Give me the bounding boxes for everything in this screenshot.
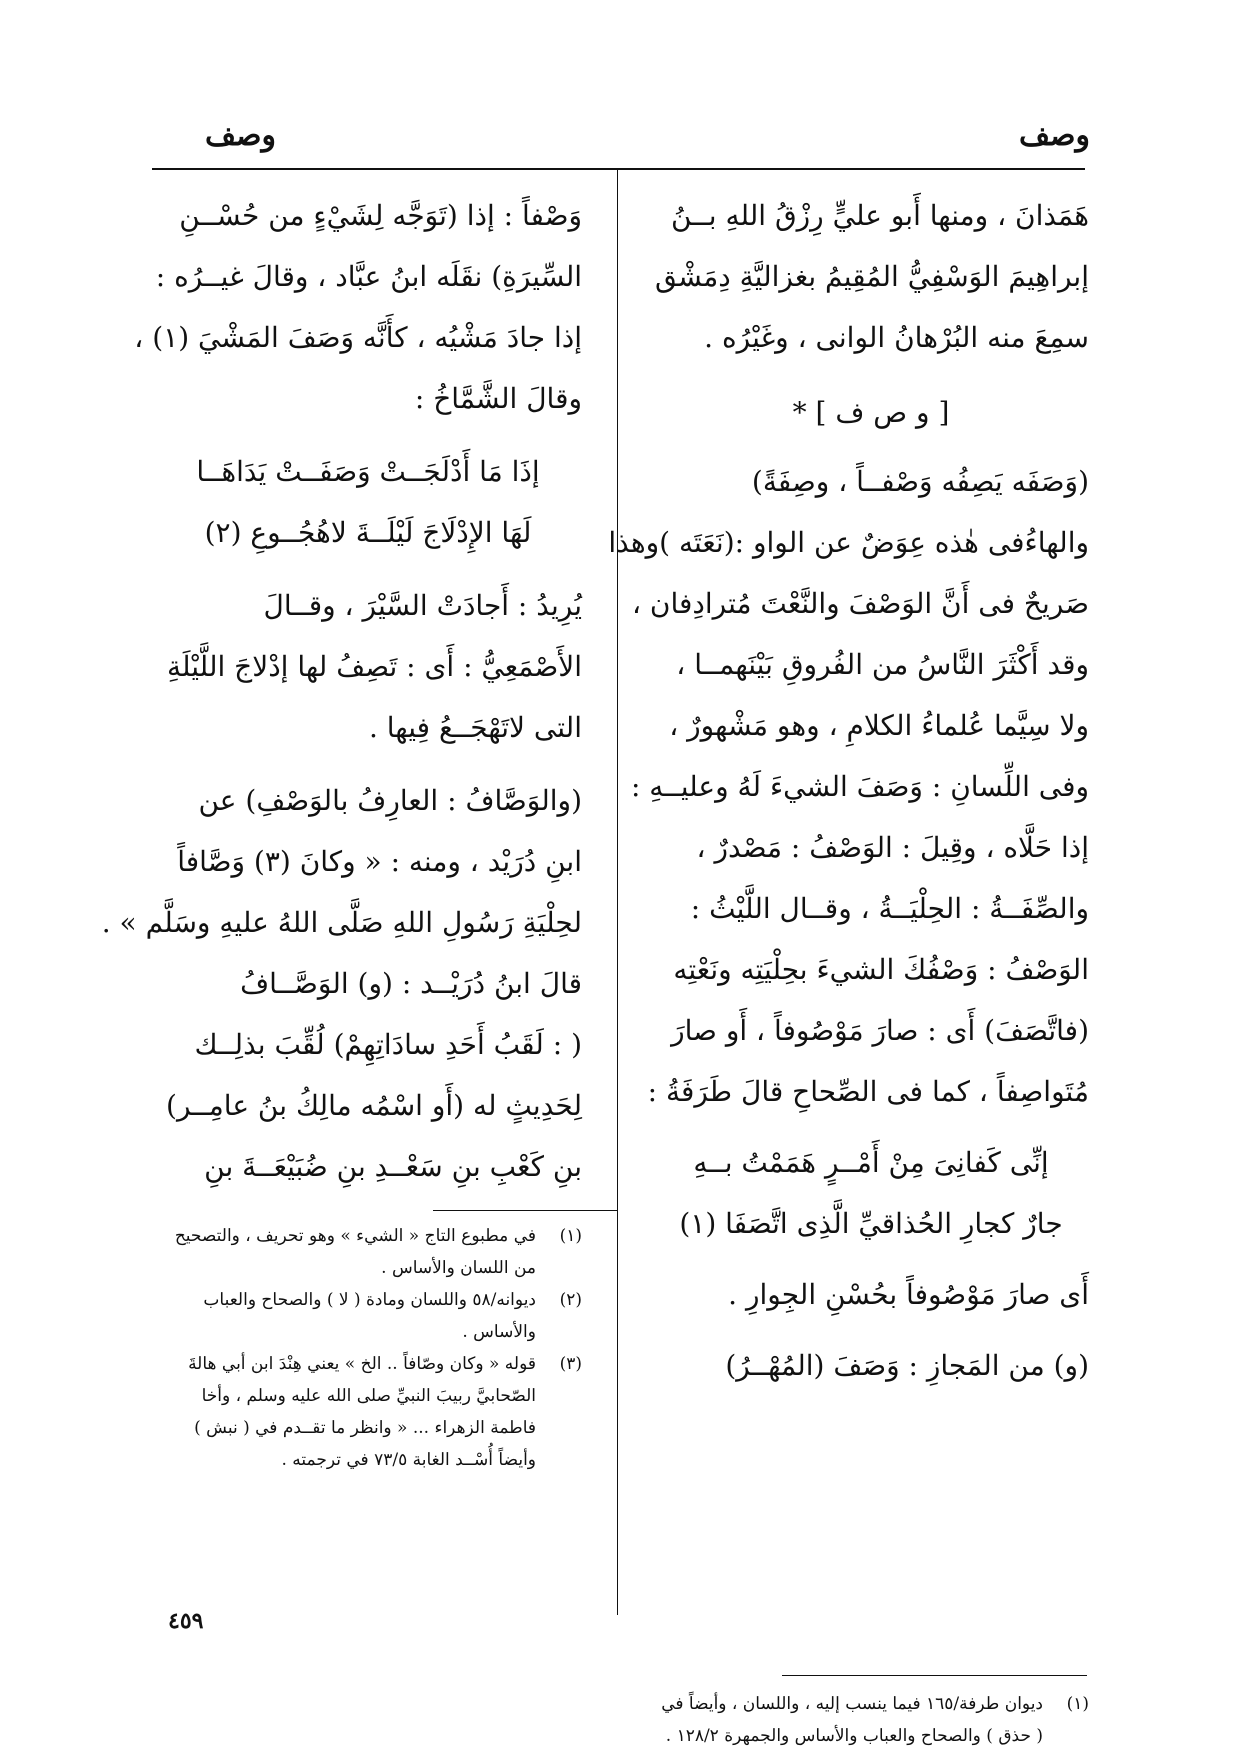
footnote-text: في مطبوع التاج « الشيء » وهو تحريف ، والتصحيح من اللسان والأساس . — [174, 1226, 536, 1278]
footnote-text: ديوان طرفة/١٦٥ فيما ينسب إليه ، واللسان ، وأيضاً في ( حذق ) والصحاح والعباب والأساس والجمهرة ١٢٨/٢ . — [661, 1694, 1043, 1746]
text-line: مُتَواصِفاً ، كما فى الصِّحاحِ قالَ طَرَفَةُ : — [647, 1075, 1089, 1108]
footnote — [154, 1220, 582, 1284]
text-line: (والوَصَّافُ : العارِفُ بالوَصْفِ) عن — [198, 784, 582, 817]
text-line: ابنِ دُرَيْد ، ومنه : « وكانَ (٣) وَصَّافاً — [177, 845, 582, 878]
text-line: هَمَذانَ ، ومنها أَبو عليٍّ رِزْقُ اللهِ بــنُ — [671, 199, 1089, 232]
footnote-number: (٢) — [559, 1290, 582, 1310]
text-line: صَريحٌ فى أَنَّ الوَصْفَ والنَّعْتَ مُترادِفان ، — [631, 587, 1089, 620]
text-line: قالَ ابنُ دُرَيْــد : (و) الوَصَّــافُ — [240, 967, 582, 1000]
text-line: يُرِيدُ : أَجادَتْ السَّيْرَ ، وقــالَ — [263, 589, 582, 622]
right-column — [608, 185, 1089, 1396]
text-line: أَى صارَ مَوْصُوفاً بحُسْنِ الجِوارِ . — [728, 1278, 1089, 1311]
left-column — [101, 185, 582, 1197]
text-line: إذا جادَ مَشْيُه ، كأَنَّه وَصَفَ المَشْيَ (١) ، — [134, 321, 582, 354]
page-number: ٤٥٩ — [168, 1608, 204, 1634]
text-line: الوَصْفُ : وَصْفُكَ الشيءَ بحِلْيَتِه ونَعْتِه — [673, 953, 1089, 986]
poem-line: إنِّى كَفانِىَ مِنْ أَمْــرٍ هَمَمْتُ بــهِ — [693, 1146, 1049, 1179]
text-line: ولا سِيَّما عُلماءُ الكلامِ ، وهو مَشْهورٌ ، — [669, 709, 1089, 742]
text-line: سمِعَ منه البُرْهانُ الوانى ، وغَيْرُه . — [704, 321, 1089, 354]
text-line: وفى اللِّسانِ : وَصَفَ الشيءَ لَهُ وعليــهِ : — [630, 770, 1089, 803]
text-line: لِحَدِيثٍ له (أَو اسْمُه مالِكُ بنُ عامِــر) — [166, 1089, 582, 1122]
column-divider — [617, 170, 618, 1615]
running-header-left: وصف — [205, 118, 277, 153]
footnote — [653, 1688, 1089, 1752]
poem-line: جارٌ كجارِ الحُذاقيِّ الَّذِى اتَّصَفَا (١) — [679, 1207, 1063, 1240]
text-line: والصِّفَــةُ : الحِلْيَــةُ ، وقــال اللَّيْثُ : — [690, 892, 1089, 925]
text-line: وقد أَكْثَرَ النَّاسُ من الفُروقِ بَيْنَهمــا ، — [676, 648, 1089, 681]
text-line: إبراهِيمَ الوَسْفِيُّ المُقِيمُ بغزاليَّةِ دِمَشْق — [654, 260, 1089, 293]
poem-line: إذَا مَا أَدْلَجَــتْ وَصَفَــتْ يَدَاهَــا — [196, 455, 540, 488]
footnote-number: (١) — [559, 1226, 582, 1246]
footnote-rule-right — [782, 1675, 1087, 1676]
header-rule — [152, 168, 1085, 170]
footnote-number: (١) — [1066, 1694, 1089, 1714]
text-line: الأَصْمَعِيُّ : أَى : تَصِفُ لها إدْلاجَ اللَّيْلَةِ — [166, 650, 582, 683]
text-line: بنِ كَعْبِ بنِ سَعْــدِ بنِ ضُبَيْعَــةَ بنِ — [204, 1150, 582, 1183]
running-header-right: وصف — [1018, 118, 1090, 153]
text-line: إذا حَلَّاه ، وقِيلَ : الوَصْفُ : مَصْدرٌ ، — [696, 831, 1089, 864]
footnote-rule-left — [433, 1210, 618, 1211]
entry-heading: [ و ص ف ] * — [792, 396, 950, 429]
footnote-text: قوله « وكان وصّافاً .. الخ » يعني هِنْدَ ابن أبي هالةَ الصّحابيَّ ربيبَ النبيِّ صلى الله عليه وسلم ، وأخا فاطمة الزهراء ... « وانظر ما تقــدم في ( نبش ) وأيضاً أُسْــد الغابة ٧٣/٥ في ترجمته . — [188, 1354, 536, 1470]
text-line: السِّيرَةِ) نقَلَه ابنُ عبَّاد ، وقالَ غيــرُه : — [155, 260, 582, 293]
text-line: التى لاتَهْجَــعُ فِيها . — [368, 711, 582, 744]
text-line: لحِلْيَةِ رَسُولِ اللهِ صَلَّى اللهُ عليهِ وسَلَّم » . — [101, 906, 582, 939]
text-line: (فاتَّصَفَ) أَى : صارَ مَوْصُوفاً ، أَو صارَ — [671, 1014, 1089, 1047]
footnote — [154, 1284, 582, 1348]
poem-line: لَهَا الإِدْلَاجَ لَيْلَــةَ لاهُجُــوعِ (٢) — [204, 516, 532, 549]
footnotes-left — [154, 1220, 582, 1476]
footnote-text: ديوانه/٥٨ واللسان ومادة ( لا ) والصحاح والعباب والأساس . — [203, 1290, 536, 1342]
text-line: والهاءُفى هٰذه عِوَضٌ عن الواو :(نَعَتَه )وهذا — [608, 526, 1089, 559]
text-line: وقالَ الشَّمَّاخُ : — [414, 382, 582, 415]
footnote — [154, 1348, 582, 1476]
text-line: (وَصَفَه يَصِفُه وَصْفــاً ، وصِفَةً) — [751, 465, 1089, 498]
text-line: وَصْفاً : إذا (تَوَجَّه لِشَيْءٍ من حُسْــنِ — [179, 199, 582, 232]
text-line: (و) من المَجازِ : وَصَفَ (المُهْــرُ) — [725, 1349, 1089, 1382]
footnotes-right — [653, 1688, 1089, 1752]
text-line: ( : لَقَبُ أَحَدِ سادَاتِهِمْ) لُقِّبَ بذلِــك — [194, 1028, 582, 1061]
footnote-number: (٣) — [559, 1354, 582, 1374]
